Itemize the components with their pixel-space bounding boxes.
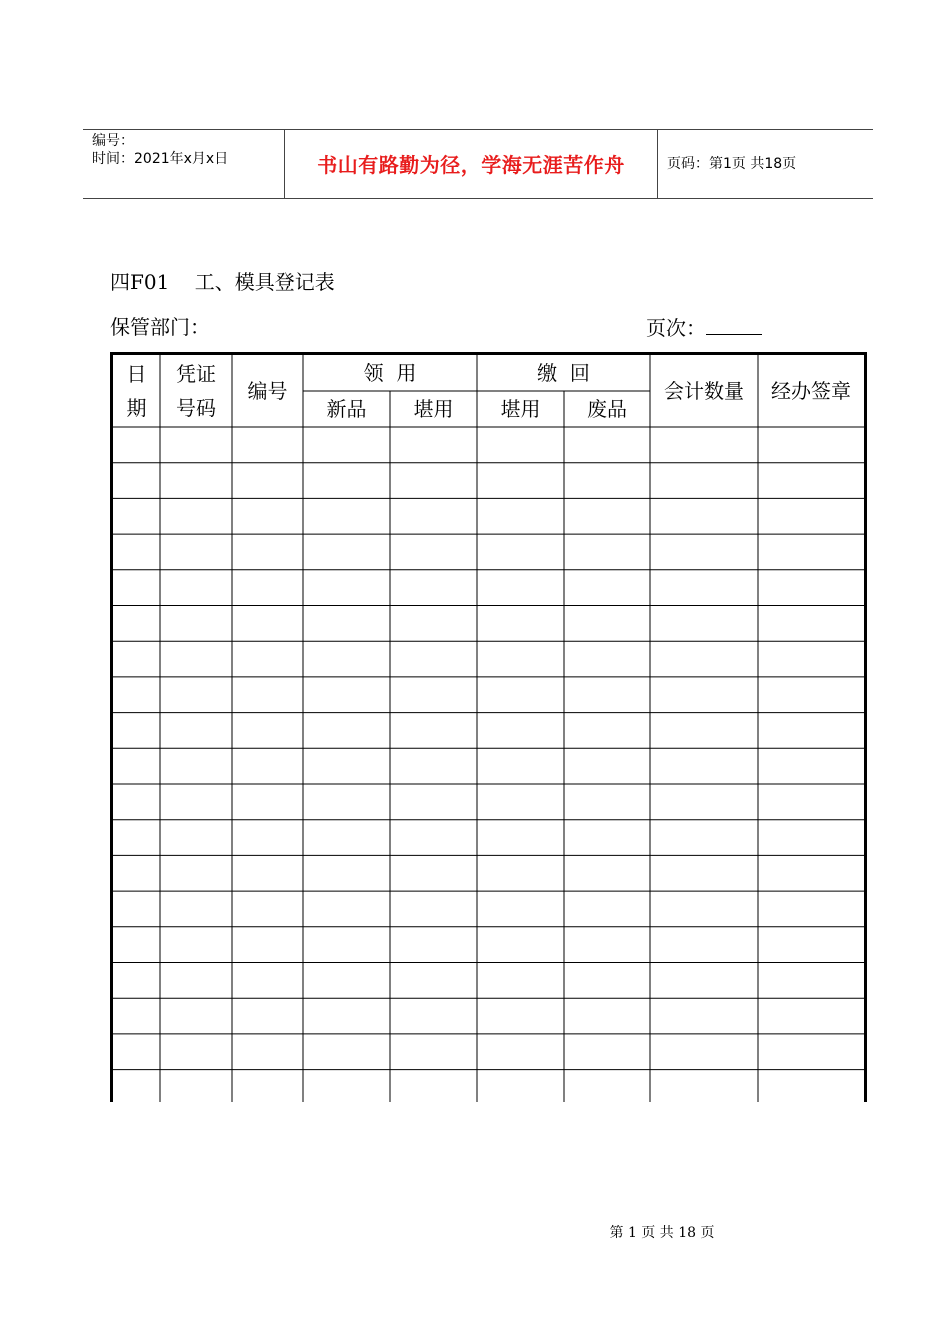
form-title: 四F01 工、模具登记表 (110, 270, 335, 294)
table-cell[interactable] (303, 891, 390, 927)
table-cell[interactable] (160, 963, 232, 999)
header-code: 编号 (247, 379, 288, 403)
table-cell[interactable] (303, 998, 390, 1034)
header-divider (657, 130, 658, 198)
table-cell[interactable] (232, 641, 303, 677)
table-cell[interactable] (650, 963, 758, 999)
table-cell[interactable] (160, 1070, 232, 1106)
table-cell[interactable] (477, 891, 564, 927)
table-cell[interactable] (160, 891, 232, 927)
table-cell[interactable] (113, 427, 160, 463)
table-cell[interactable] (390, 998, 477, 1034)
table-cell[interactable] (390, 963, 477, 999)
table-cell[interactable] (390, 427, 477, 463)
table-cell[interactable] (564, 463, 650, 499)
table-cell[interactable] (160, 855, 232, 891)
table-cell[interactable] (390, 641, 477, 677)
table-cell[interactable] (564, 784, 650, 820)
table-cell[interactable] (232, 463, 303, 499)
table-cell[interactable] (232, 998, 303, 1034)
header-voucher-top: 凭证 (176, 362, 216, 386)
table-cell[interactable] (390, 855, 477, 891)
table-cell[interactable] (758, 1034, 864, 1070)
table-cell[interactable] (564, 606, 650, 642)
table-cell[interactable] (113, 641, 160, 677)
table-cell[interactable] (650, 534, 758, 570)
table-cell[interactable] (758, 855, 864, 891)
table-cell[interactable] (758, 606, 864, 642)
table-cell[interactable] (758, 641, 864, 677)
header-voucher-number (160, 355, 232, 427)
table-cell[interactable] (390, 498, 477, 534)
table-cell[interactable] (160, 713, 232, 749)
page-sequence-blank[interactable] (706, 314, 762, 335)
table-cell[interactable] (650, 855, 758, 891)
table-cell[interactable] (303, 463, 390, 499)
table-cell[interactable] (390, 927, 477, 963)
table-cell[interactable] (758, 820, 864, 856)
header-accounting-quantity: 会计数量 (664, 379, 744, 403)
table-cell[interactable] (564, 891, 650, 927)
table-cell[interactable] (758, 891, 864, 927)
table-cell[interactable] (232, 891, 303, 927)
table-cell[interactable] (477, 748, 564, 784)
table-cell[interactable] (232, 498, 303, 534)
table-cell[interactable] (113, 855, 160, 891)
table-cell[interactable] (390, 748, 477, 784)
table-cell[interactable] (650, 927, 758, 963)
table-cell[interactable] (113, 1070, 160, 1106)
table-cell[interactable] (390, 534, 477, 570)
table-cell[interactable] (390, 606, 477, 642)
document-header (83, 129, 873, 199)
table-cell[interactable] (232, 963, 303, 999)
table-cell[interactable] (303, 498, 390, 534)
table-cell[interactable] (758, 748, 864, 784)
table-cell[interactable] (758, 713, 864, 749)
table-cell[interactable] (650, 427, 758, 463)
table-cell[interactable] (564, 534, 650, 570)
table-cell[interactable] (160, 534, 232, 570)
table-cell[interactable] (303, 713, 390, 749)
table-cell[interactable] (650, 891, 758, 927)
table-cell[interactable] (232, 1034, 303, 1070)
table-cell[interactable] (564, 855, 650, 891)
header-date-top: 日 (126, 362, 147, 386)
table-cell[interactable] (758, 570, 864, 606)
table-cell[interactable] (650, 998, 758, 1034)
table-cell[interactable] (650, 677, 758, 713)
table-cell[interactable] (650, 641, 758, 677)
table-cell[interactable] (113, 963, 160, 999)
custody-department-label: 保管部门： (110, 315, 210, 339)
table-cell[interactable] (564, 427, 650, 463)
table-cell[interactable] (564, 963, 650, 999)
table-cell[interactable] (650, 1070, 758, 1106)
table-cell[interactable] (303, 820, 390, 856)
table-cell[interactable] (564, 1070, 650, 1106)
header-return: 缴 回 (537, 361, 590, 385)
table-cell[interactable] (477, 1070, 564, 1106)
table-cell[interactable] (303, 855, 390, 891)
table-cell[interactable] (160, 1034, 232, 1070)
table-cell[interactable] (390, 713, 477, 749)
table-cell[interactable] (113, 534, 160, 570)
table-cell[interactable] (564, 820, 650, 856)
header-return-usable: 堪用 (500, 397, 541, 421)
table-cell[interactable] (477, 820, 564, 856)
table-cell[interactable] (564, 927, 650, 963)
table-cell[interactable] (477, 784, 564, 820)
table-cell[interactable] (232, 534, 303, 570)
table-cell[interactable] (303, 963, 390, 999)
table-cell[interactable] (232, 748, 303, 784)
table-cell[interactable] (477, 427, 564, 463)
table-cell[interactable] (758, 963, 864, 999)
table-cell[interactable] (160, 498, 232, 534)
table-cell[interactable] (160, 606, 232, 642)
table-cell[interactable] (160, 820, 232, 856)
table-cell[interactable] (758, 463, 864, 499)
table-cell[interactable] (160, 427, 232, 463)
table-cell[interactable] (477, 713, 564, 749)
table-cell[interactable] (113, 748, 160, 784)
table-cell[interactable] (477, 677, 564, 713)
table-cell[interactable] (160, 570, 232, 606)
header-motto: 书山有路勤为径，学海无涯苦作舟 (317, 153, 625, 177)
table-cell[interactable] (564, 1034, 650, 1070)
table-cell[interactable] (303, 784, 390, 820)
header-return-scrap: 废品 (587, 397, 627, 421)
table-cell[interactable] (758, 498, 864, 534)
table-cell[interactable] (477, 606, 564, 642)
table-cell[interactable] (113, 998, 160, 1034)
table-cell[interactable] (232, 570, 303, 606)
table-cell[interactable] (758, 427, 864, 463)
table-cell[interactable] (477, 463, 564, 499)
table-cell[interactable] (232, 427, 303, 463)
table-cell[interactable] (564, 641, 650, 677)
table-cell[interactable] (390, 820, 477, 856)
table-cell[interactable] (113, 606, 160, 642)
table-cell[interactable] (113, 677, 160, 713)
page-footer: 第 1 页 共 18 页 (609, 1225, 715, 1241)
table-cell[interactable] (232, 606, 303, 642)
table-cell[interactable] (232, 927, 303, 963)
table-cell[interactable] (564, 748, 650, 784)
table-cell[interactable] (758, 534, 864, 570)
table-cell[interactable] (390, 784, 477, 820)
header-receive-new: 新品 (326, 397, 367, 421)
document-date-label: 时间：2021年x月x日 (92, 151, 229, 167)
table-cell[interactable] (113, 1034, 160, 1070)
header-date (113, 355, 160, 427)
table-cell[interactable] (390, 463, 477, 499)
table-cell[interactable] (303, 427, 390, 463)
header-date-bottom: 期 (126, 396, 147, 420)
table-cell[interactable] (477, 998, 564, 1034)
table-cell[interactable] (113, 927, 160, 963)
table-cell[interactable] (758, 677, 864, 713)
table-cell[interactable] (160, 748, 232, 784)
table-cell[interactable] (758, 998, 864, 1034)
table-cell[interactable] (564, 713, 650, 749)
tool-mold-register-table (110, 352, 867, 1102)
table-cell[interactable] (758, 1070, 864, 1106)
header-voucher-bottom: 号码 (176, 396, 216, 420)
table-cell[interactable] (650, 606, 758, 642)
header-receive-usable: 堪用 (413, 397, 454, 421)
table-cell[interactable] (113, 463, 160, 499)
table-cell[interactable] (232, 855, 303, 891)
table-cell[interactable] (113, 713, 160, 749)
header-receive: 领 用 (363, 361, 417, 385)
table-cell[interactable] (390, 570, 477, 606)
page-sequence-label: 页次： (646, 316, 706, 340)
table-cell[interactable] (564, 677, 650, 713)
table-cell[interactable] (650, 820, 758, 856)
table-cell[interactable] (564, 570, 650, 606)
table-cell[interactable] (232, 677, 303, 713)
table-cell[interactable] (232, 1070, 303, 1106)
table-cell[interactable] (477, 855, 564, 891)
table-cell[interactable] (303, 606, 390, 642)
table-cell[interactable] (477, 534, 564, 570)
table-cell[interactable] (160, 641, 232, 677)
table-cell[interactable] (650, 498, 758, 534)
table-cell[interactable] (303, 1070, 390, 1106)
table-cell[interactable] (477, 641, 564, 677)
table-cell[interactable] (564, 498, 650, 534)
table-cell[interactable] (232, 713, 303, 749)
table-cell[interactable] (113, 891, 160, 927)
table-cell[interactable] (303, 534, 390, 570)
table-cell[interactable] (113, 570, 160, 606)
table-cell[interactable] (303, 748, 390, 784)
table-cell[interactable] (758, 784, 864, 820)
table-cell[interactable] (232, 784, 303, 820)
table-cell[interactable] (477, 963, 564, 999)
table-cell[interactable] (303, 927, 390, 963)
document-number-label: 编号： (92, 133, 134, 149)
table-cell[interactable] (650, 784, 758, 820)
table-cell[interactable] (113, 498, 160, 534)
table-cell[interactable] (390, 891, 477, 927)
table-cell[interactable] (113, 820, 160, 856)
table-cell[interactable] (303, 1034, 390, 1070)
table-cell[interactable] (390, 677, 477, 713)
table-cell[interactable] (477, 498, 564, 534)
table-cell[interactable] (160, 998, 232, 1034)
table-cell[interactable] (477, 1034, 564, 1070)
table-cell[interactable] (303, 677, 390, 713)
table-cell[interactable] (650, 1034, 758, 1070)
header-page-info: 页码：第1页 共18页 (667, 156, 797, 172)
table-cell[interactable] (477, 927, 564, 963)
table-cell[interactable] (113, 784, 160, 820)
table-cell[interactable] (477, 570, 564, 606)
table-cell[interactable] (303, 641, 390, 677)
header-handler-signature: 经办签章 (771, 379, 851, 403)
table-cell[interactable] (564, 998, 650, 1034)
table-cell[interactable] (390, 1070, 477, 1106)
table-cell[interactable] (758, 927, 864, 963)
table-cell[interactable] (650, 713, 758, 749)
table-cell[interactable] (303, 570, 390, 606)
table-cell[interactable] (650, 463, 758, 499)
table-cell[interactable] (650, 570, 758, 606)
page-sequence-field (646, 314, 762, 341)
table-cell[interactable] (160, 463, 232, 499)
table-cell[interactable] (390, 1034, 477, 1070)
table-cell[interactable] (160, 784, 232, 820)
table-cell[interactable] (160, 677, 232, 713)
table-cell[interactable] (650, 748, 758, 784)
table-cell[interactable] (232, 820, 303, 856)
table-cell[interactable] (160, 927, 232, 963)
